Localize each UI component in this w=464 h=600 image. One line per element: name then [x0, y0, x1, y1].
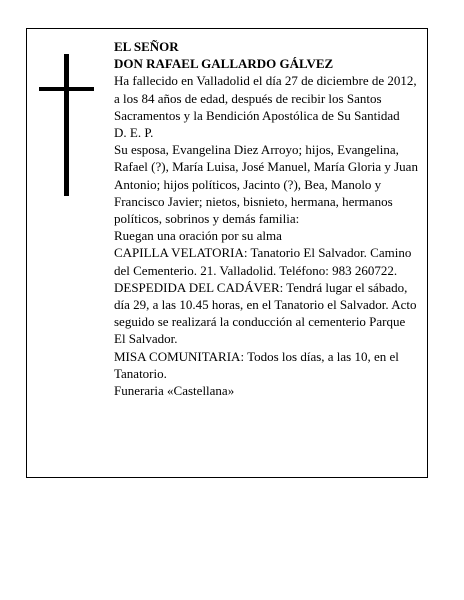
rip-line: D. E. P. — [114, 125, 154, 141]
funeral-home-line: Funeraria «Castellana» — [114, 383, 235, 399]
family-paragraph: Su esposa, Evangelina Diez Arroyo; hijos, Evangelina, Rafael (?), María Luisa, José Manuel, María Gloria y Juan Antonio; hijos políticos, Jacinto (?), Bea, Manolo y Francisco Javier; nietos, bisnieto, hermana, hermanos políticos, sobrinos y demás familia: — [114, 142, 418, 227]
obituary-text — [114, 38, 420, 399]
title-line: EL SEÑOR — [114, 39, 179, 54]
cross-vertical-bar — [64, 54, 69, 196]
mass-paragraph: MISA COMUNITARIA: Todos los días, a las 10, en el Tanatorio. — [114, 348, 399, 381]
prayer-line: Ruegan una oración por su alma — [114, 228, 282, 244]
chapel-paragraph: CAPILLA VELATORIA: Tanatorio El Salvador. Camino del Cementerio. 21. Valladolid. Teléfono: 983 260722. — [114, 245, 412, 278]
death-paragraph: Ha fallecido en Valladolid el día 27 de diciembre de 2012, a los 84 años de edad, después de recibir los Santos Sacramentos y la Bendición Apostólica de Su Santidad — [114, 73, 417, 123]
deceased-name: DON RAFAEL GALLARDO GÁLVEZ — [114, 56, 334, 72]
farewell-paragraph: DESPEDIDA DEL CADÁVER: Tendrá lugar el sábado, día 29, a las 10.45 horas, en el Tanatorio el Salvador. Acto seguido se realizará la conducción al cementerio Parque El Salvador. — [114, 279, 417, 347]
cross-horizontal-bar — [39, 87, 94, 91]
